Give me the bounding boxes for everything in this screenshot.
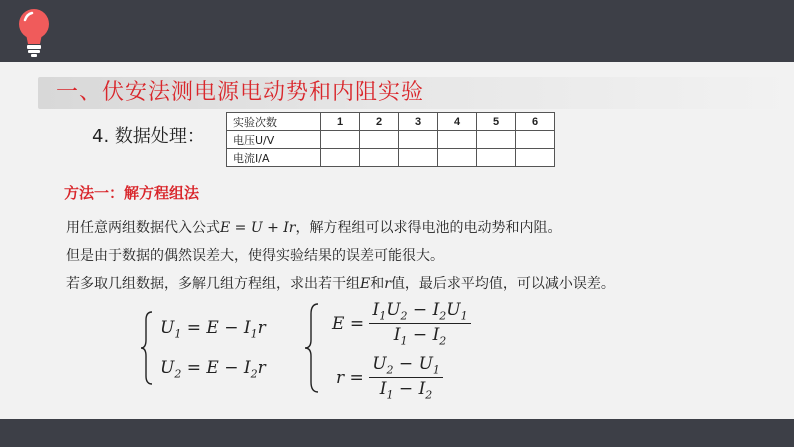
table-header-row [227, 113, 555, 131]
table-cell [516, 149, 555, 167]
method-heading: 方法一：解方程组法 [64, 184, 200, 202]
solution-r: r = $\frac{U_2 - U_1}{I_1 - I_2}$ [336, 354, 443, 402]
table-cell [399, 131, 438, 149]
fraction-e: $\frac{I_1U_2 - I_2U_1}{I_1 - I_2}$ [369, 300, 470, 348]
table-col-header: 3 [399, 113, 438, 131]
table-cell [360, 131, 399, 149]
equation-1: $U_1 = E - I_1r$ [160, 318, 266, 341]
line3-post: 值，最后求平均值，可以减小误差。 [390, 276, 615, 292]
data-table [226, 112, 555, 167]
table-cell [438, 131, 477, 149]
right-brace [304, 302, 320, 398]
table-row [227, 131, 555, 149]
table-cell [438, 149, 477, 167]
left-brace [140, 310, 154, 390]
section-heading: 4. 数据处理： [92, 126, 205, 147]
line3-and: 和 [370, 276, 385, 292]
table-header-label: 实验次数 [227, 113, 321, 131]
fraction-r: $\frac{U_2 - U_1}{I_1 - I_2}$ [369, 354, 443, 402]
table-row [227, 149, 555, 167]
text-line-2: 但是由于数据的偶然误差大，使得实验结果的误差可能很大。 [66, 248, 444, 264]
line1-pre: 用任意两组数据代入公式 [66, 220, 220, 236]
lightbulb-icon [14, 6, 54, 58]
table-cell [477, 131, 516, 149]
line3-pre: 若多取几组数据，多解几组方程组，求出若干组 [66, 276, 360, 292]
line1-post: ，解方程组可以求得电池的电动势和内阻。 [295, 220, 562, 236]
top-bar [0, 0, 794, 62]
table-col-header: 6 [516, 113, 555, 131]
text-line-3 [66, 273, 615, 293]
table-cell [516, 131, 555, 149]
table-cell [477, 149, 516, 167]
bottom-bar [0, 419, 794, 447]
table-cell [399, 149, 438, 167]
formula-inline: E = U + Ir [220, 220, 296, 236]
page-title: 一、伏安法测电源电动势和内阻实验 [56, 80, 425, 105]
text-line-1 [66, 217, 562, 237]
table-cell [360, 149, 399, 167]
var-r: r [384, 276, 391, 292]
table-col-header: 4 [438, 113, 477, 131]
table-cell [321, 131, 360, 149]
table-cell [321, 149, 360, 167]
table-col-header: 5 [477, 113, 516, 131]
var-e: E [360, 276, 371, 292]
table-col-header: 2 [360, 113, 399, 131]
solution-e: E = $\frac{I_1U_2 - I_2U_1}{I_1 - I_2}$ [332, 300, 471, 348]
equation-2: $U_2 = E - I_2r$ [160, 358, 266, 381]
table-row-label: 电压U/V [227, 131, 321, 149]
table-col-header: 1 [321, 113, 360, 131]
table-row-label: 电流I/A [227, 149, 321, 167]
